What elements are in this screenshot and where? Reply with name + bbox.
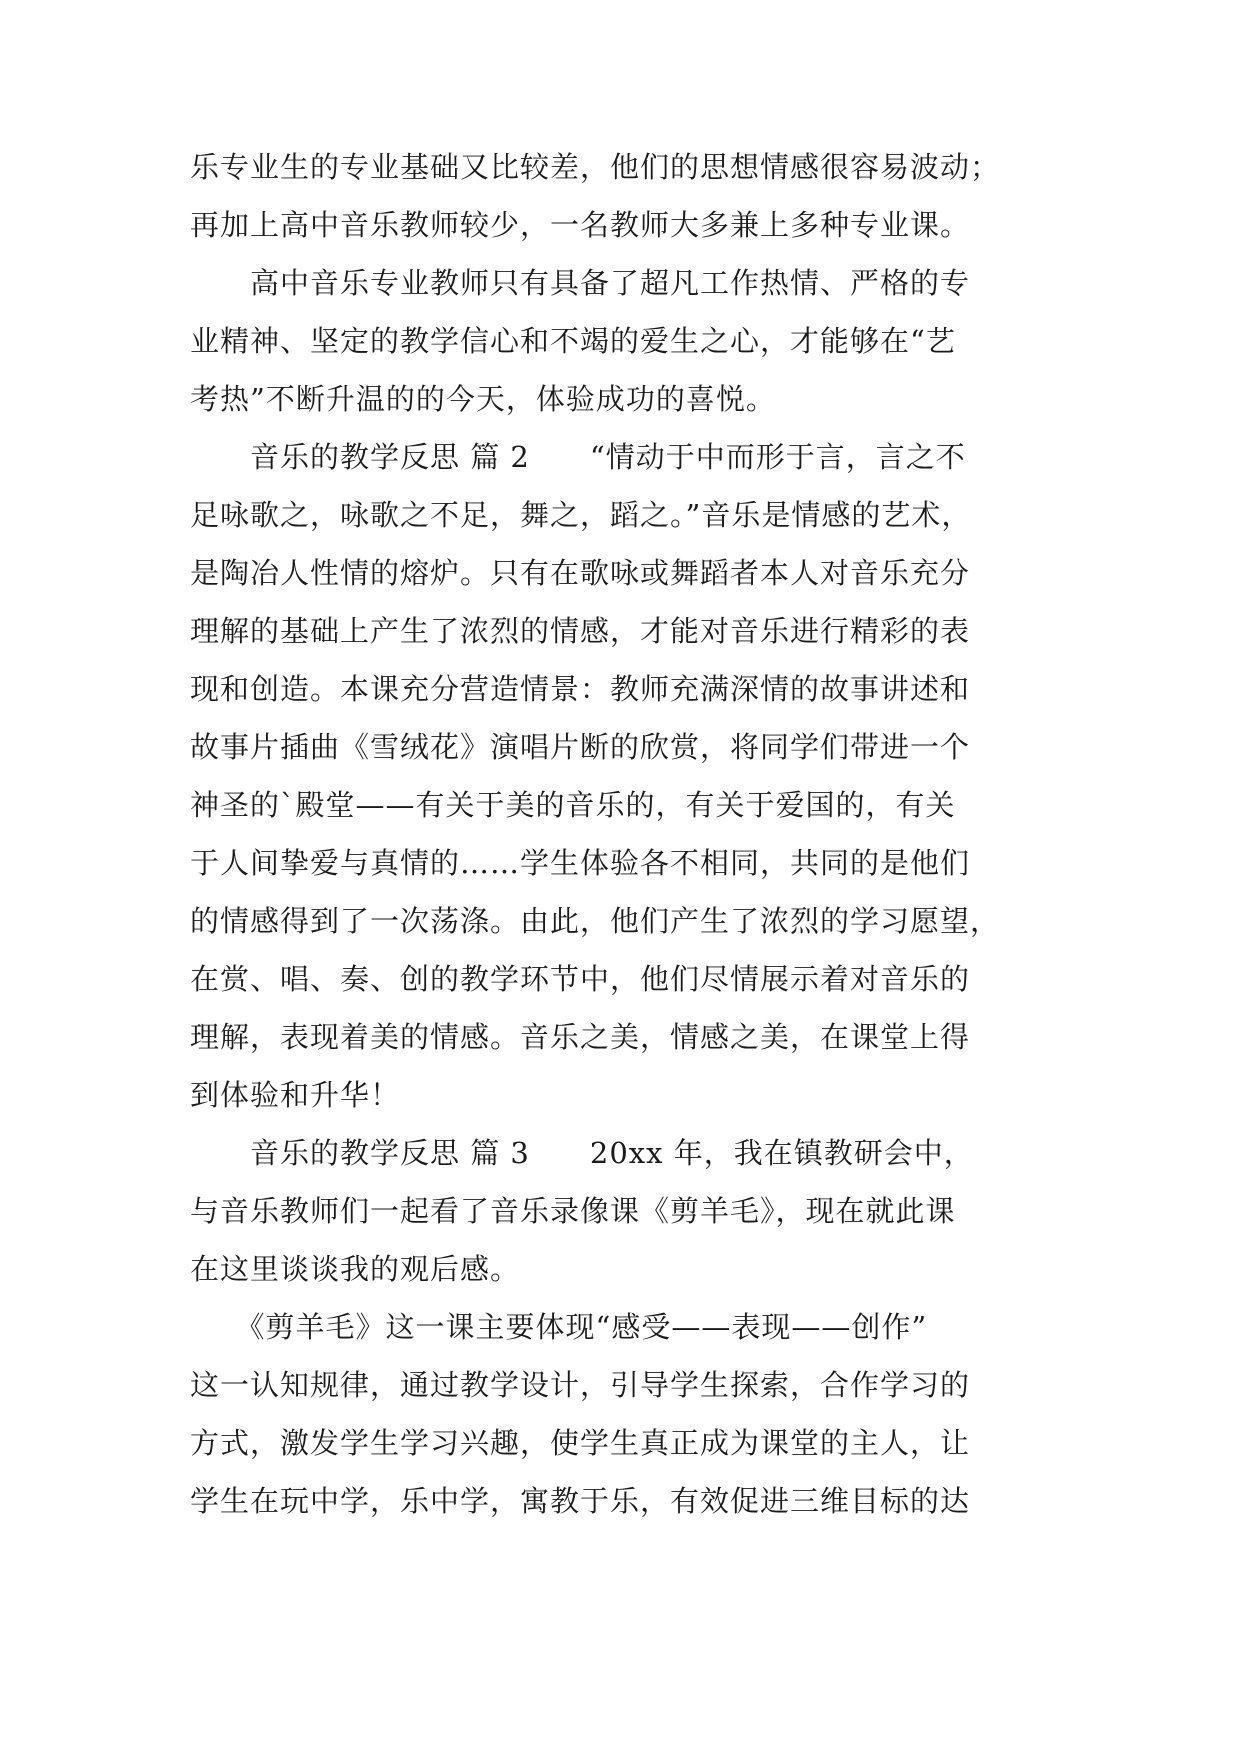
- text-line: 音乐的教学反思 篇 3 20xx 年，我在镇教研会中，: [190, 1136, 974, 1170]
- text-line: 神圣的`殿堂——有关于美的音乐的，有关于爱国的，有关: [190, 788, 956, 822]
- text-line: 于人间挚爱与真情的……学生体验各不相同，共同的是他们: [190, 846, 971, 880]
- text-line: 再加上高中音乐教师较少，一名教师大多兼上多种专业课。: [190, 208, 971, 242]
- text-line: 在这里谈谈我的观后感。: [190, 1252, 521, 1286]
- text-line: 高中音乐专业教师只有具备了超凡工作热情、严格的专: [190, 266, 971, 300]
- text-line: 故事片插曲《雪绒花》演唱片断的欣赏，将同学们带进一个: [190, 730, 971, 764]
- text-line: 是陶冶人性情的熔炉。只有在歌咏或舞蹈者本人对音乐充分: [190, 556, 971, 590]
- text-line: 乐专业生的专业基础又比较差，他们的思想情感很容易波动；: [190, 150, 1001, 184]
- text-line: 《剪羊毛》这一课主要体现“感受——表现——创作”: [190, 1310, 928, 1344]
- text-line: 理解的基础上产生了浓烈的情感，才能对音乐进行精彩的表: [190, 614, 971, 648]
- text-line: 考热”不断升温的的今天，体验成功的喜悦。: [190, 382, 776, 416]
- text-line: 足咏歌之，咏歌之不足，舞之，蹈之。”音乐是情感的艺术，: [190, 498, 972, 532]
- text-line: 的情感得到了一次荡涤。由此，他们产生了浓烈的学习愿望，: [190, 904, 1001, 938]
- text-line: 学生在玩中学，乐中学，寓教于乐，有效促进三维目标的达: [190, 1484, 971, 1518]
- text-line: 在赏、唱、奏、创的教学环节中，他们尽情展示着对音乐的: [190, 962, 971, 996]
- text-line: 音乐的教学反思 篇 2 “情动于中而形于言，言之不: [190, 440, 966, 474]
- text-line: 到体验和升华！: [190, 1078, 401, 1112]
- text-line: 这一认知规律，通过教学设计，引导学生探索，合作学习的: [190, 1368, 971, 1402]
- text-line: 理解，表现着美的情感。音乐之美，情感之美，在课堂上得: [190, 1020, 971, 1054]
- text-line: 与音乐教师们一起看了音乐录像课《剪羊毛》，现在就此课: [190, 1194, 956, 1228]
- text-line: 方式，激发学生学习兴趣，使学生真正成为课堂的主人，让: [190, 1426, 971, 1460]
- text-line: 业精神、坚定的教学信心和不竭的爱生之心，才能够在“艺: [190, 324, 956, 358]
- text-line: 现和创造。本课充分营造情景：教师充满深情的故事讲述和: [190, 672, 971, 706]
